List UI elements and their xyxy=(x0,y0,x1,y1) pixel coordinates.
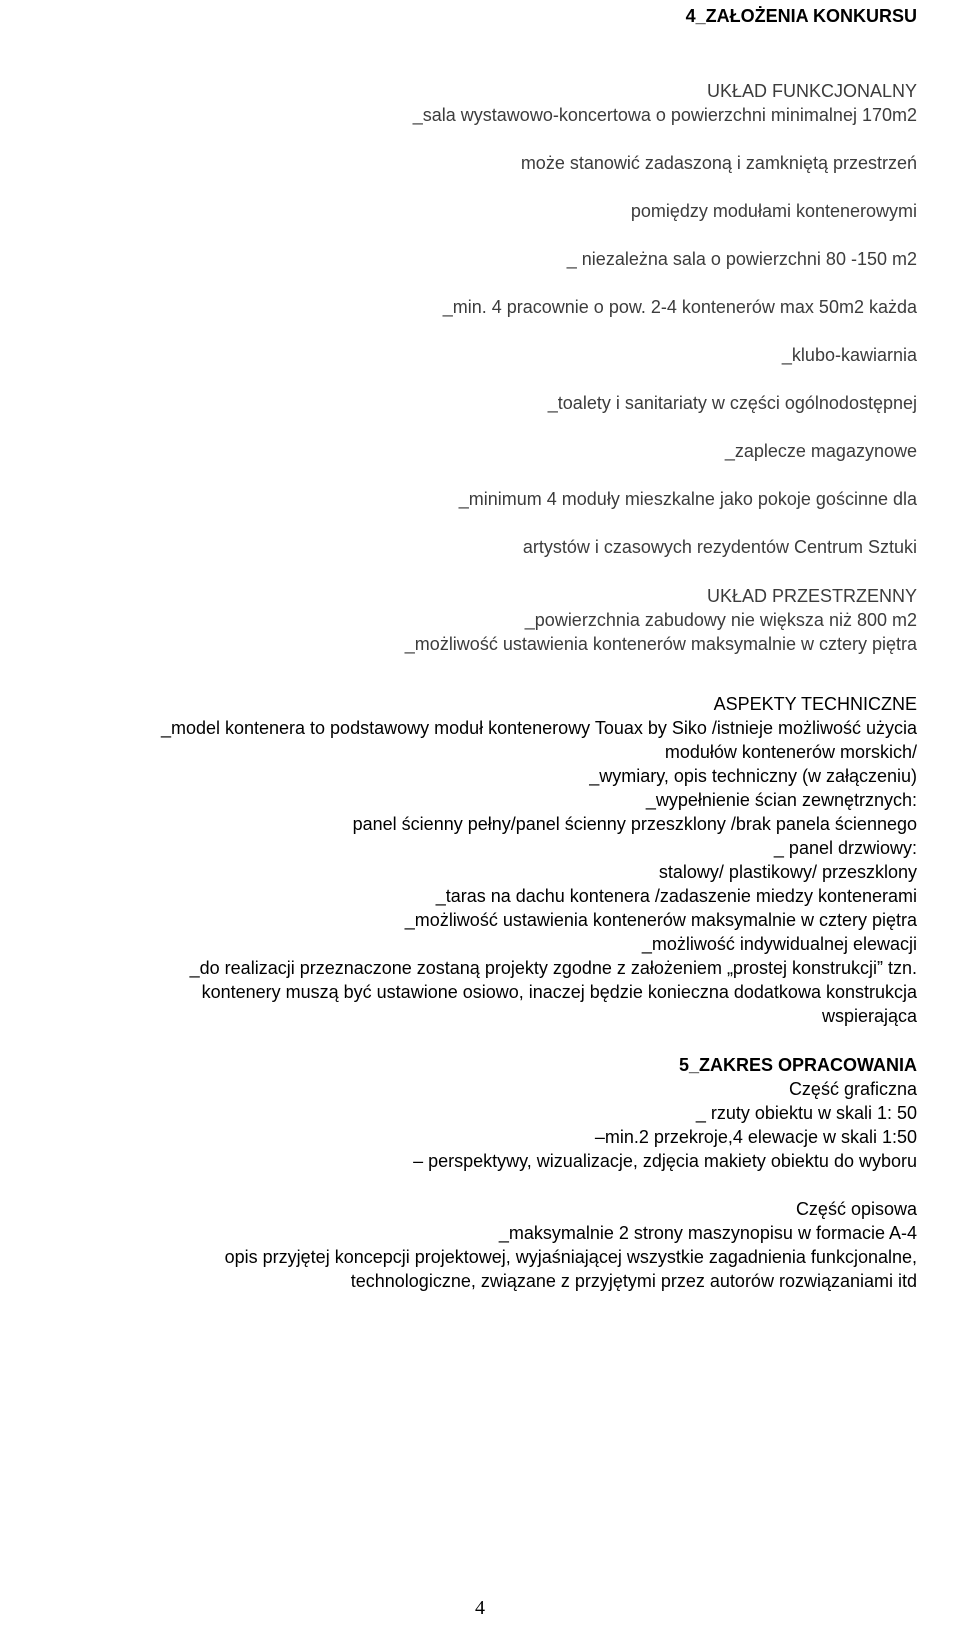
technical-aspects-heading: ASPEKTY TECHNICZNE xyxy=(713,694,917,714)
graphic-line-2: –min.2 przekroje,4 elewacje w skali 1:50 xyxy=(594,1127,917,1147)
functional-line-3: pomiędzy modułami kontenerowymi xyxy=(630,201,917,221)
technical-line-1: _model kontenera to podstawowy moduł kontenerowy Touax by Siko /istnieje możliwość użycia xyxy=(160,718,917,738)
functional-line-2: może stanowić zadaszoną i zamkniętą przestrzeń xyxy=(520,153,917,173)
graphic-line-3: – perspektywy, wizualizacje, zdjęcia makiety obiektu do wyboru xyxy=(413,1151,917,1171)
technical-line-7: stalowy/ plastikowy/ przeszklony xyxy=(658,862,917,882)
descriptive-part-heading: Część opisowa xyxy=(795,1199,917,1219)
descriptive-line-2: opis przyjętej koncepcji projektowej, wyjaśniającej wszystkie zagadnienia funkcjonalne, xyxy=(224,1247,917,1267)
functional-line-4: _ niezależna sala o powierzchni 80 -150 m2 xyxy=(566,249,917,269)
technical-line-3: _wymiary, opis techniczny (w załączeniu) xyxy=(589,766,917,786)
technical-line-5: panel ścienny pełny/panel ścienny przeszklony /brak panela ściennego xyxy=(352,814,917,834)
functional-line-1: _sala wystawowo-koncertowa o powierzchni minimalnej 170m2 xyxy=(412,105,917,125)
descriptive-line-1: _maksymalnie 2 strony maszynopisu w formacie A-4 xyxy=(498,1223,917,1243)
graphic-line-1: _ rzuty obiektu w skali 1: 50 xyxy=(695,1103,917,1123)
spatial-layout-heading: UKŁAD PRZESTRZENNY xyxy=(706,586,917,606)
technical-line-10: _możliwość indywidualnej elewacji xyxy=(641,934,917,954)
section-4-title: 4_ZAŁOŻENIA KONKURSU xyxy=(685,6,917,26)
technical-line-6: _ panel drzwiowy: xyxy=(773,838,917,858)
technical-line-2: modułów kontenerów morskich/ xyxy=(664,742,917,762)
functional-line-5: _min. 4 pracownie o pow. 2-4 kontenerów max 50m2 każda xyxy=(442,297,917,317)
descriptive-line-3: technologiczne, związane z przyjętymi przez autorów rozwiązaniami itd xyxy=(350,1271,917,1291)
technical-line-4: _wypełnienie ścian zewnętrznych: xyxy=(645,790,917,810)
section-5-title: 5_ZAKRES OPRACOWANIA xyxy=(678,1055,917,1075)
technical-line-13: wspierająca xyxy=(821,1006,917,1026)
functional-line-8: _zaplecze magazynowe xyxy=(724,441,917,461)
page-number: 4 xyxy=(475,1597,485,1619)
graphic-part-heading: Część graficzna xyxy=(788,1079,917,1099)
spatial-line-2: _możliwość ustawienia kontenerów maksymalnie w cztery piętra xyxy=(404,634,917,654)
spatial-line-1: _powierzchnia zabudowy nie większa niż 800 m2 xyxy=(524,610,917,630)
technical-line-8: _taras na dachu kontenera /zadaszenie miedzy kontenerami xyxy=(435,886,917,906)
functional-line-7: _toalety i sanitariaty w części ogólnodostępnej xyxy=(547,393,917,413)
functional-line-10: artystów i czasowych rezydentów Centrum Sztuki xyxy=(522,537,917,557)
technical-line-11: _do realizacji przeznaczone zostaną projekty zgodne z założeniem „prostej konstrukcji” tzn. xyxy=(189,958,917,978)
functional-line-6: _klubo-kawiarnia xyxy=(781,345,917,365)
functional-layout-heading: UKŁAD FUNKCJONALNY xyxy=(706,81,917,101)
technical-line-9: _możliwość ustawienia kontenerów maksymalnie w cztery piętra xyxy=(404,910,917,930)
functional-line-9: _minimum 4 moduły mieszkalne jako pokoje gościnne dla xyxy=(458,489,917,509)
technical-line-12: kontenery muszą być ustawione osiowo, inaczej będzie konieczna dodatkowa konstrukcja xyxy=(201,982,917,1002)
